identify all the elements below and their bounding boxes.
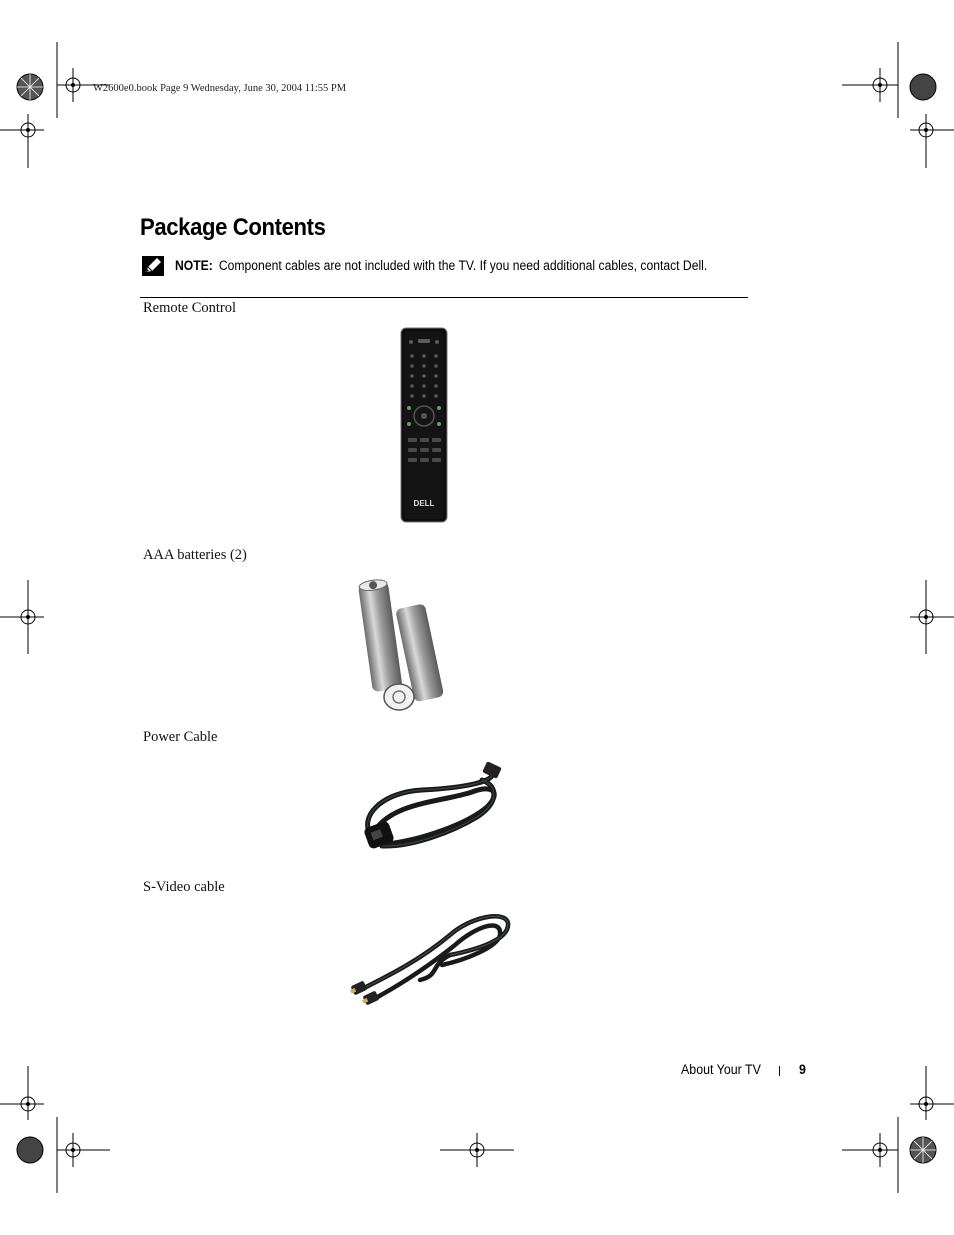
file-slug: W2600e0.book Page 9 Wednesday, June 30, 2004 11:55 PM [93, 83, 347, 94]
item-label-batteries: AAA batteries (2) [143, 547, 247, 563]
batteries-image [355, 574, 455, 714]
page-title: Package Contents [140, 214, 326, 241]
footer-section-title: About Your TV [681, 1062, 761, 1077]
pencil-note-icon [142, 256, 164, 276]
remote-dell-logo: DELL [413, 499, 435, 508]
item-label-s-video-cable: S-Video cable [143, 879, 225, 895]
item-label-remote-control: Remote Control [143, 300, 237, 316]
footer-separator [779, 1066, 780, 1076]
note-body: Component cables are not included with the TV. If you need additional cables, contact Dell. [218, 258, 708, 273]
s-video-cable-image [350, 905, 515, 1010]
item-label-power-cable: Power Cable [143, 729, 218, 745]
page-number: 9 [799, 1062, 806, 1077]
note-label: NOTE: [175, 258, 213, 273]
power-cable-image [352, 762, 508, 858]
table-top-rule [140, 297, 748, 298]
remote-control-image [398, 326, 450, 524]
note-text [175, 258, 707, 273]
